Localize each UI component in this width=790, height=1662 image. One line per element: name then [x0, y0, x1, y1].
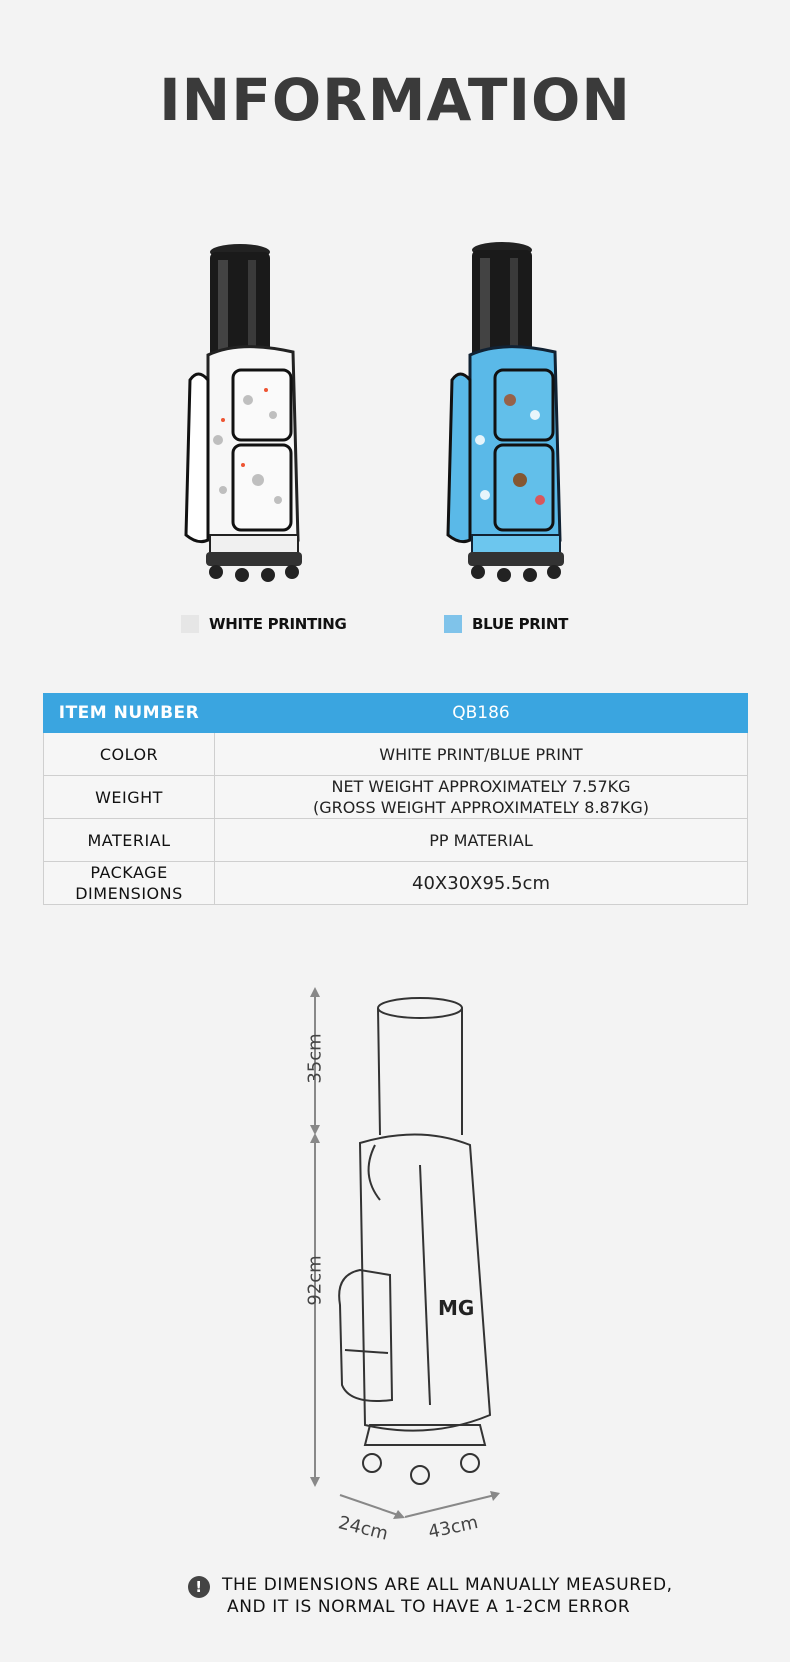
- spec-key-line: PACKAGE: [90, 863, 168, 882]
- table-row: [44, 819, 748, 862]
- spec-key: COLOR: [44, 733, 215, 776]
- exclamation-icon: !: [188, 1576, 210, 1598]
- depth-label: 24cm: [336, 1512, 391, 1545]
- table-row: [44, 862, 748, 905]
- variant-white-label: WHITE PRINTING: [209, 615, 347, 633]
- blue-swatch: [444, 615, 462, 633]
- spec-value: 40X30X95.5cm: [215, 862, 748, 905]
- width-label: 43cm: [426, 1511, 480, 1544]
- table-row: [44, 733, 748, 776]
- note-line: THE DIMENSIONS ARE ALL MANUALLY MEASURED,: [222, 1575, 673, 1595]
- svg-text:MG: MG: [438, 1296, 475, 1320]
- spec-key: WEIGHT: [44, 776, 215, 819]
- spec-value-line: NET WEIGHT APPROXIMATELY 7.57KG: [331, 777, 631, 796]
- spec-value: WHITE PRINT/BLUE PRINT: [215, 733, 748, 776]
- spec-key-line: DIMENSIONS: [75, 884, 183, 903]
- page-title: INFORMATION: [159, 66, 631, 134]
- blue-golf-bag-image: [440, 240, 630, 600]
- height-body-label: 92cm: [304, 1255, 326, 1306]
- variant-blue-label: BLUE PRINT: [472, 615, 569, 633]
- white-golf-bag-image: [178, 240, 368, 600]
- measurement-note: [188, 1574, 708, 1618]
- spec-value: [215, 776, 748, 819]
- table-row: [44, 694, 748, 733]
- spec-table: [43, 693, 748, 905]
- spec-key: [44, 862, 215, 905]
- spec-key: MATERIAL: [44, 819, 215, 862]
- note-line: AND IT IS NORMAL TO HAVE A 1-2CM ERROR: [227, 1597, 631, 1617]
- table-row: [44, 776, 748, 819]
- dimension-diagram: [280, 985, 540, 1545]
- spec-value: QB186: [215, 694, 748, 733]
- spec-value-line: (GROSS WEIGHT APPROXIMATELY 8.87KG): [312, 798, 650, 817]
- spec-value: PP MATERIAL: [215, 819, 748, 862]
- white-swatch: [181, 615, 199, 633]
- spec-key: ITEM NUMBER: [44, 694, 215, 733]
- variant-blue: [444, 615, 568, 633]
- height-top-label: 35cm: [304, 1033, 326, 1084]
- variant-white: [181, 615, 347, 633]
